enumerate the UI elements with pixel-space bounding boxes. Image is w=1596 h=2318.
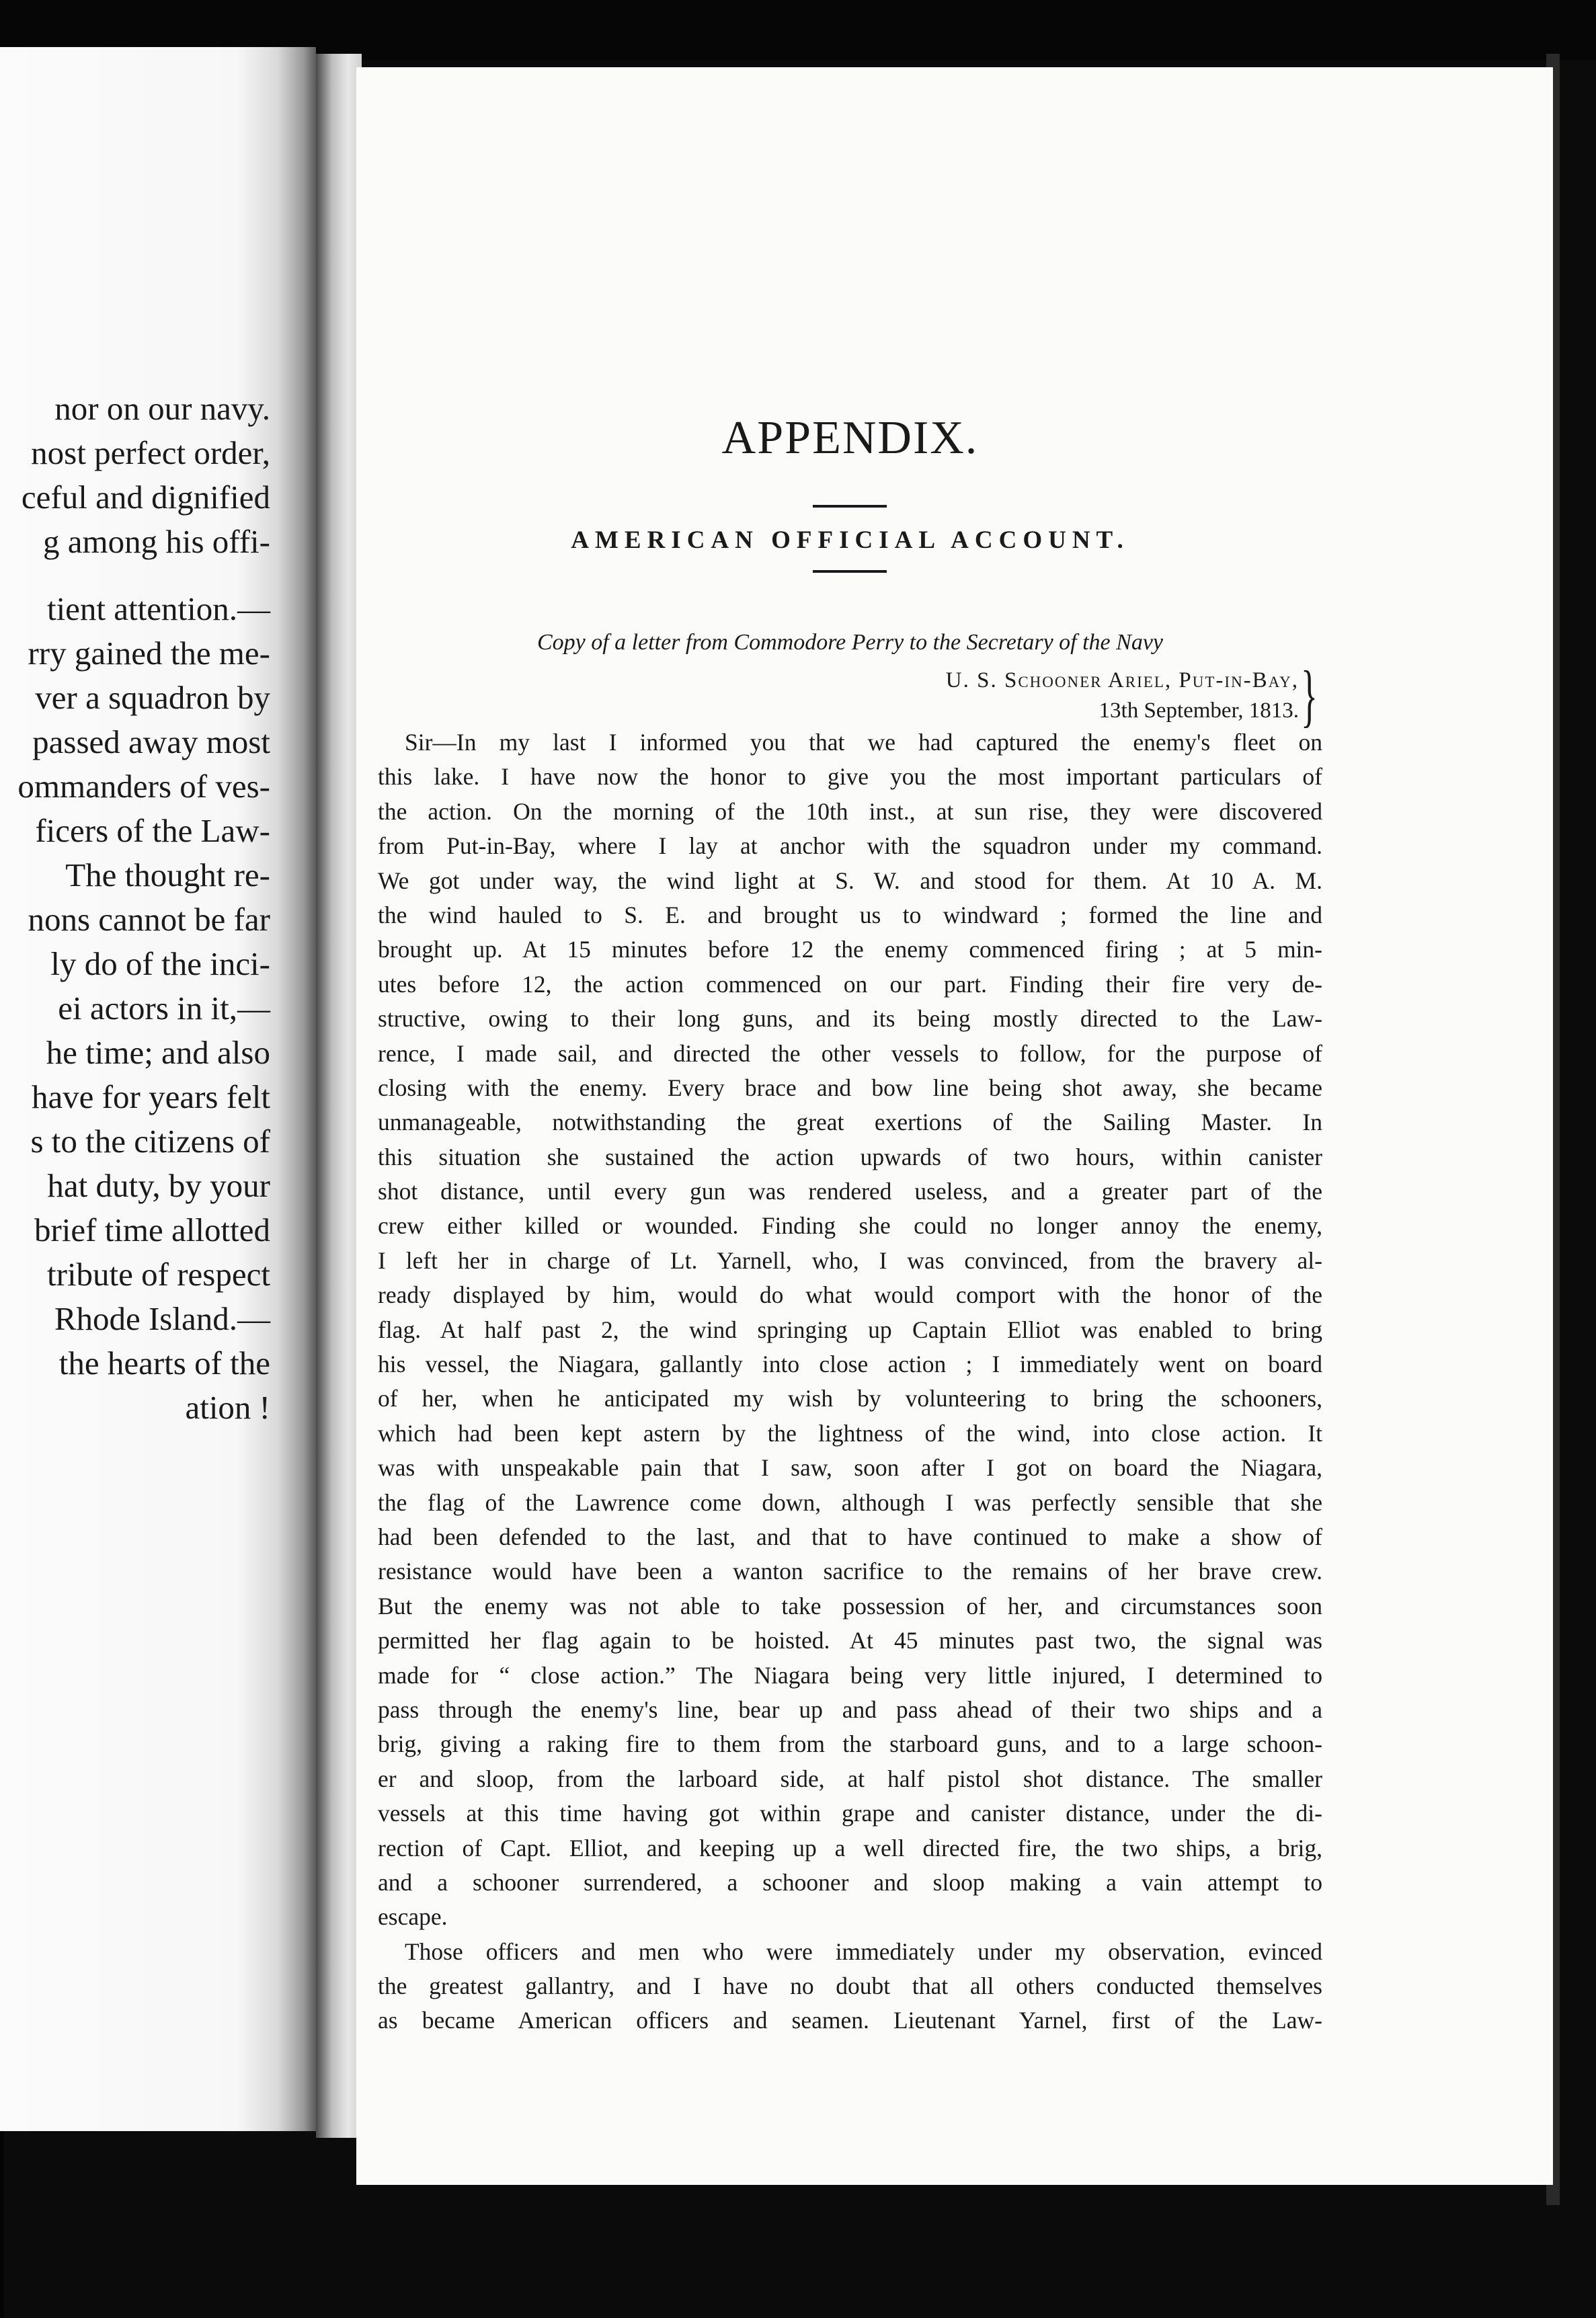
- body-line: I left her in charge of Lt. Yarnell, who, I was convinced, from the bravery al-: [378, 1246, 1322, 1274]
- left-line: the hearts of the: [58, 1345, 270, 1382]
- left-line: nost perfect order,: [31, 434, 270, 471]
- body-line: Sir—In my last I informed you that we had captured the enemy's fleet on: [405, 729, 1322, 756]
- letter-body: [378, 725, 1322, 2038]
- book-gutter: [316, 54, 362, 2138]
- left-line: Rhode Island.—: [54, 1300, 270, 1337]
- body-line: his vessel, the Niagara, gallantly into close action ; I immediately went on board: [378, 1351, 1322, 1378]
- body-line: closing with the enemy. Every brace and bow line being shot away, she became: [378, 1074, 1322, 1101]
- body-line: structive, owing to their long guns, and its being mostly directed to the Law-: [378, 1005, 1322, 1033]
- body-line: vessels at this time having got within grape and canister distance, under the di-: [378, 1800, 1322, 1827]
- body-line: ready displayed by him, would do what would comport with the honor of the: [378, 1281, 1322, 1309]
- body-line: made for “ close action.” The Niagara being very little injured, I determined to: [378, 1661, 1322, 1689]
- left-line: The thought re-: [65, 856, 270, 893]
- body-line: Those officers and men who were immediately under my observation, evinced: [405, 1937, 1322, 1965]
- body-line: pass through the enemy's line, bear up and pass ahead of their two ships and a: [378, 1695, 1322, 1723]
- body-line: resistance would have been a wanton sacrifice to the remains of her brave crew.: [378, 1558, 1322, 1585]
- left-line: ficers of the Law-: [35, 812, 270, 849]
- left-line: g among his offi-: [43, 523, 270, 560]
- left-line: brief time allotted: [34, 1211, 270, 1248]
- body-line: from Put-in-Bay, where I lay at anchor with the squadron under my command.: [378, 832, 1322, 860]
- left-line: tribute of respect: [47, 1256, 270, 1293]
- left-line: ly do of the inci-: [50, 945, 270, 982]
- left-line: nons cannot be far: [28, 901, 270, 938]
- left-line: ommanders of ves-: [17, 768, 270, 805]
- section-heading: AMERICAN OFFICIAL ACCOUNT.: [571, 526, 1129, 554]
- left-line: have for years felt: [31, 1078, 270, 1115]
- body-line: We got under way, the wind light at S. W. and stood for them. At 10 A. M.: [378, 867, 1322, 894]
- page-title: APPENDIX.: [721, 412, 979, 464]
- left-line: ver a squadron by: [35, 679, 270, 716]
- left-page-text: [0, 387, 316, 1430]
- left-line: tient attention.—: [46, 590, 270, 627]
- left-line: ation !: [185, 1389, 270, 1426]
- body-line: escape.: [378, 1903, 448, 1931]
- body-line: crew either killed or wounded. Finding she could no longer annoy the enemy,: [378, 1212, 1322, 1240]
- body-line: this lake. I have now the honor to give you the most important particulars of: [378, 763, 1322, 791]
- title-rule: [813, 505, 887, 508]
- body-line: this situation she sustained the action upwards of two hours, within canister: [378, 1143, 1322, 1170]
- body-line: the action. On the morning of the 10th inst., at sun rise, they were discovered: [378, 797, 1322, 825]
- left-line: hat duty, by your: [47, 1167, 270, 1204]
- heading-rule: [813, 570, 887, 573]
- letter-caption: Copy of a letter from Commodore Perry to the Secretary of the Navy: [536, 630, 1164, 655]
- body-line: shot distance, until every gun was rendered useless, and a greater part of the: [378, 1178, 1322, 1205]
- body-line: had been defended to the last, and that to have continued to make a show of: [378, 1523, 1322, 1550]
- left-page: [0, 47, 316, 2131]
- left-line: ceful and dignified: [21, 479, 270, 516]
- body-line: as became American officers and seamen. Lieutenant Yarnel, first of the Law-: [378, 2007, 1322, 2034]
- letter-dateline: [788, 666, 1299, 726]
- body-line: brig, giving a raking fire to them from the starboard guns, and to a large schoon-: [378, 1730, 1322, 1758]
- body-line: the greatest gallantry, and I have no doubt that all others conducted themselves: [378, 1972, 1322, 2000]
- left-line: passed away most: [32, 723, 270, 760]
- dateline-date: 13th September, 1813.: [1099, 698, 1299, 723]
- body-line: of her, when he anticipated my wish by volunteering to bring the schooners,: [378, 1385, 1322, 1412]
- left-line: he time; and also: [46, 1034, 270, 1071]
- left-line: ei actors in it,—: [58, 990, 270, 1027]
- body-line: the wind hauled to S. E. and brought us to windward ; formed the line and: [378, 901, 1322, 928]
- left-line: nor on our navy.: [54, 390, 270, 427]
- left-line: rry gained the me-: [28, 635, 270, 672]
- body-line: the flag of the Lawrence come down, although I was perfectly sensible that she: [378, 1488, 1322, 1516]
- body-line: which had been kept astern by the lightness of the wind, into close action. It: [378, 1419, 1322, 1447]
- body-line: was with unspeakable pain that I saw, soon after I got on board the Niagara,: [378, 1454, 1322, 1482]
- body-line: utes before 12, the action commenced on our part. Finding their fire very de-: [378, 970, 1322, 998]
- body-line: and a schooner surrendered, a schooner and sloop making a vain attempt to: [378, 1868, 1322, 1896]
- body-line: brought up. At 15 minutes before 12 the enemy commenced firing ; at 5 min-: [378, 936, 1322, 963]
- brace-mark: }: [1301, 657, 1318, 734]
- body-line: But the enemy was not able to take possession of her, and circumstances soon: [378, 1592, 1322, 1620]
- body-line: er and sloop, from the larboard side, at half pistol shot distance. The smaller: [378, 1765, 1322, 1792]
- body-line: rence, I made sail, and directed the other vessels to follow, for the purpose of: [378, 1039, 1322, 1067]
- left-line: s to the citizens of: [30, 1123, 270, 1160]
- body-line: rection of Capt. Elliot, and keeping up a well directed fire, the two ships, a brig,: [378, 1834, 1322, 1862]
- dateline-place: U. S. Schooner Ariel, Put-in-Bay,: [945, 668, 1299, 692]
- body-line: permitted her flag again to be hoisted. At 45 minutes past two, the signal was: [378, 1627, 1322, 1654]
- body-line: flag. At half past 2, the wind springing up Captain Elliot was enabled to bring: [378, 1316, 1322, 1343]
- body-line: unmanageable, notwithstanding the great exertions of the Sailing Master. In: [378, 1109, 1322, 1136]
